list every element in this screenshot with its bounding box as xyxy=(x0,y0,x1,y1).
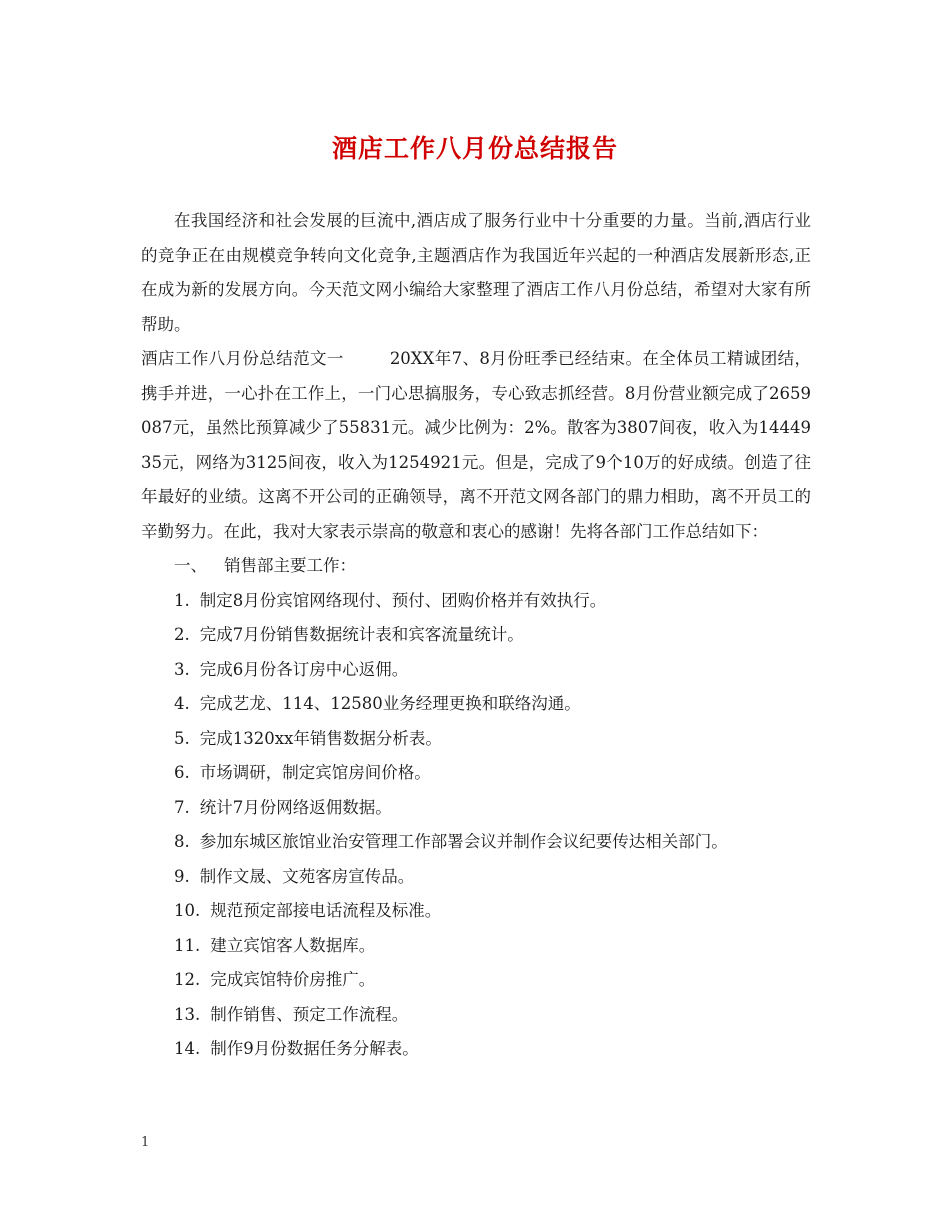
list-item xyxy=(141,653,811,688)
sample-paragraph xyxy=(141,342,811,549)
list-item xyxy=(141,894,811,929)
list-item-number: 10. xyxy=(174,901,201,920)
document-body xyxy=(141,204,811,1067)
list-item xyxy=(141,860,811,895)
page-number: 1 xyxy=(141,1135,150,1150)
list-item-number: 3. xyxy=(174,659,190,679)
list-item-number: 7. xyxy=(174,797,190,817)
list-item-text: 规范预定部接电话流程及标准。 xyxy=(210,901,442,920)
list-item xyxy=(141,722,811,757)
list-item-number: 14. xyxy=(174,1039,201,1058)
list-item-number: 9. xyxy=(174,866,190,886)
list-item xyxy=(141,963,811,998)
list-item-number: 13. xyxy=(174,1004,201,1024)
intro-paragraph: 在我国经济和社会发展的巨流中,酒店成了服务行业中十分重要的力量。当前,酒店行业的竞争正在由规模竞争转向文化竞争,主题酒店作为我国近年兴起的一种酒店发展新形态,正在成为新的发展方向。今天范文网小编给大家整理了酒店工作八月份总结，希望对大家有所帮助。 xyxy=(141,211,811,334)
list-item xyxy=(141,584,811,619)
list-item-number: 5. xyxy=(174,728,190,748)
section-heading xyxy=(141,549,811,584)
list-item-text: 统计7月份网络返佣数据。 xyxy=(199,797,392,817)
list-item-number: 8. xyxy=(174,832,190,851)
list-item xyxy=(141,756,811,791)
list-item-number: 6. xyxy=(174,763,190,782)
list-item-text: 建立宾馆客人数据库。 xyxy=(210,935,376,955)
list-item xyxy=(141,791,811,826)
list-item-number: 1. xyxy=(174,590,190,610)
list-item xyxy=(141,929,811,964)
section-number: 一、 xyxy=(174,556,207,575)
list-item-text: 完成1320xx年销售数据分析表。 xyxy=(199,728,442,748)
sample-body: 20XX年7、8月份旺季已经结束。在全体员工精诚团结，携手并进，一心扑在工作上，一门心思搞服务，专心致志抓经营。8月份营业额完成了2659087元，虽然比预算减少了55831元。减少比例为：2%。散客为3807间夜，收入为1444935元，网络为3125间夜，收入为1254921元。但是，完成了9个10万的好成绩。创造了往年最好的业绩。这离不开公司的正确领导，离不开范文网各部门的鼎力相助，离不开员工的辛勤努力。在此，我对大家表示崇高的敬意和衷心的感谢！先将各部门工作总结如下： xyxy=(141,349,812,541)
list-item-text: 市场调研，制定宾馆房间价格。 xyxy=(199,763,431,782)
list-item-text: 制作9月份数据任务分解表。 xyxy=(210,1039,419,1058)
list-item-number: 11. xyxy=(174,935,201,955)
list-item-text: 制定8月份宾馆网络现付、预付、团购价格并有效执行。 xyxy=(199,590,607,610)
list-item-number: 4. xyxy=(174,694,190,713)
list-item-text: 参加东城区旅馆业治安管理工作部署会议并制作会议纪要传达相关部门。 xyxy=(199,832,728,851)
list-item-number: 12. xyxy=(174,970,201,989)
list-item xyxy=(141,618,811,653)
list-item-text: 制作销售、预定工作流程。 xyxy=(210,1004,409,1024)
list-item-text: 完成6月份各订房中心返佣。 xyxy=(199,659,409,679)
section-label: 销售部主要工作： xyxy=(224,556,356,575)
sample-heading: 酒店工作八月份总结范文一 xyxy=(141,349,344,368)
list-item-text: 制作文晟、文苑客房宣传品。 xyxy=(199,866,415,886)
list-item xyxy=(141,1032,811,1067)
list-item xyxy=(141,825,811,860)
document-title: 酒店工作八月份总结报告 xyxy=(331,134,618,163)
task-list xyxy=(141,584,811,1067)
list-item xyxy=(141,687,811,722)
list-item-number: 2. xyxy=(174,625,190,644)
list-item-text: 完成宾馆特价房推广。 xyxy=(210,970,376,989)
list-item-text: 完成7月份销售数据统计表和宾客流量统计。 xyxy=(199,625,524,644)
list-item xyxy=(141,998,811,1033)
list-item-text: 完成艺龙、114、12580业务经理更换和联络沟通。 xyxy=(199,694,581,713)
